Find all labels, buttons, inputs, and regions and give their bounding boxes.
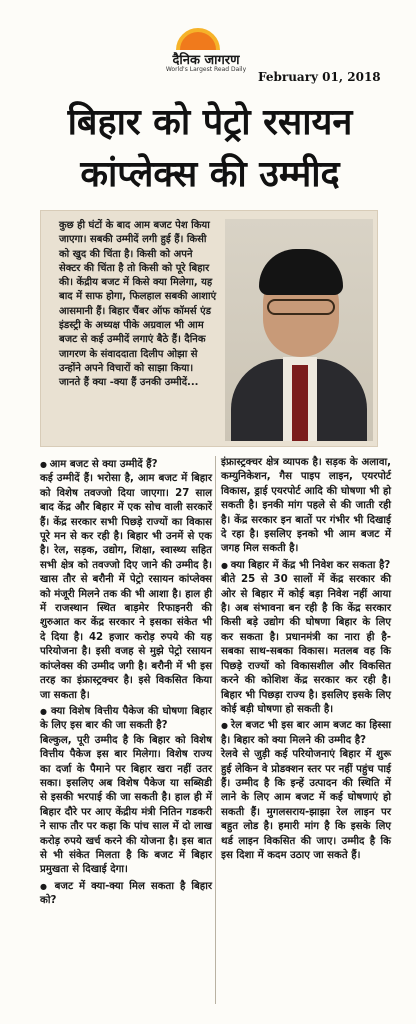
answer-paragraph: बिल्कुल, पूरी उम्मीद है कि बिहार को विशेष वित्तीय पैकेज इस बार मिलेगा। विशेष राज्य का दर्जा के पैमाने पर बिहार खरा नहीं उतर सका। इसलिए अब विशेष पैकेज या सब्सिडी से इसकी भरपाई की जा सकती है। हाल ही में बिहार दौरे पर आए केंद्रीय मंत्री नितिन गडकरी ने साफ तौर पर कहा कि पांच साल में दो लाख करोड़ रुपये खर्च करने की योजना है। इस बात से भी संकेत मिलता है कि बजट में बिहार प्रमुखता से दिखाई देगा। <box>40 734 212 876</box>
answer-paragraph: बीते 25 से 30 सालों में केंद्र सरकार की ओर से बिहार में कोई बड़ा निवेश नहीं आया है। अब संभावना बन रही है कि केंद्र सरकार किसी बड़े उद्योग की घोषणा बिहार के लिए कर सकता है। प्रधानमंत्री का नारा ही है-सबका साथ-सबका विकास। मतलब वह कि पिछड़े राज्यों को विकासशील और विकसित करने की कोशिश केंद्र सरकार कर रही है। बिहार भी पिछड़ा राज्य है। इसलिए इसके लिए कोई बड़ी घोषणा हो सकती है। <box>221 574 391 715</box>
right-column <box>221 456 391 863</box>
hair-shape <box>259 249 343 295</box>
masthead <box>0 0 416 92</box>
glasses-shape <box>267 299 335 315</box>
headline-line-2: कांप्लेक्स की उम्मीद <box>80 154 340 195</box>
question: ● क्या बिहार में केंद्र भी निवेश कर सकता है? <box>221 559 391 573</box>
question: ● रेल बजट भी इस बार आम बजट का हिस्सा है। बिहार को क्या मिलने की उम्मीद है? <box>221 719 391 748</box>
portrait-photo <box>225 219 373 441</box>
answer-paragraph: रेलवे से जुड़ी कई परियोजनाएं बिहार में शुरू हुई लेकिन वे प्रोडक्शन स्तर पर नहीं पहुंच पाई हैं। उम्मीद है कि इन्हें उत्पादन की स्थिति में लाने के लिए आम बजट में कई घोषणाएं हो सकती हैं। मुगलसराय-झाझा रेल लाइन पर बहुत लोड है। हमारी मांग है कि इसके लिए थर्ड लाइन विकसित की जाए। उम्मीद है कि इस दिशा में कदम उठाए जा सकते हैं। <box>221 749 391 861</box>
question: ● बजट में क्या-क्या मिल सकता है बिहार को? <box>40 880 212 909</box>
publication-date: February 01, 2018 <box>258 70 381 84</box>
column-divider <box>215 456 216 1004</box>
newspaper-name: दैनिक जागरण <box>172 53 240 68</box>
intro-text: कुछ ही घंटों के बाद आम बजट पेश किया जाएगा। सबकी उम्मीदें लगी हुई हैं। किसी को खुद की चिंता है। किसी को अपने सेक्टर की चिंता है तो किसी को पूरे बिहार की। केंद्रीय बजट में किसे क्या मिलेगा, यह बाद में साफ होगा, फिलहाल सबकी आशाएं आसमानी हैं। बिहार चैंबर ऑफ कॉमर्स एंड इंडस्ट्री के अध्यक्ष पीके अग्रवाल भी आम बजट से कई उम्मीदें लगाएं बैठे हैं। दैनिक जागरण के संवाददाता दिलीप ओझा से उन्होंने अपने विचारों को साझा किया। जानते हैं क्या -क्या हैं उनकी उम्मीदें... <box>59 220 217 389</box>
answer-paragraph: कई उम्मीदें हैं। भरोसा है, आम बजट में बिहार को विशेष तवज्जो दिया जाएगा। 27 साल बाद केंद्र और बिहार में एक सोच वाली सरकारें हैं। केंद्र सरकार सभी पिछड़े राज्यों का विकास पूरे मन से कर रही है। बिहार भी उनमें से एक है। रेल, सड़क, उद्योग, शिक्षा, स्वास्थ्य सहित सभी क्षेत्र को तवज्जो दिए जाने की उम्मीद है। खास तौर से बरौनी में पेट्रो रसायन कांप्लेक्स को मंजूरी मिलने तक की भी आशा है। हाल ही में राजस्थान स्थित बाड़मेर रिफाइनरी की शुरुआत कर केंद्र सरकार ने इसका संकेत भी दे दिया है। 42 हजार करोड़ रुपये की यह परियोजना है। इसी वजह से मुझे पेट्रो रसायन कांप्लेक्स की उम्मीद जगी है। बरौनी में भी इस तरह का इंफ्रास्ट्रक्चर है। इसे विकसित किया जा सकता है। <box>40 473 212 701</box>
intro-box <box>40 210 378 447</box>
question: ● क्या विशेष वित्तीय पैकेज की घोषणा बिहार के लिए इस बार की जा सकती है? <box>40 705 212 734</box>
article-headline <box>30 97 390 201</box>
answer-paragraph: इंफ्रास्ट्रक्चर क्षेत्र व्यापक है। सड़क के अलावा, कम्युनिकेशन, गैस पाइप लाइन, एयरपोर्ट विकास, ड्राई एयरपोर्ट आदि की घोषणा भी हो सकती है। इनकी मांग पहले से की जाती रही है। केंद्र सरकार इन बातों पर गंभीर भी दिखाई दे रहा है। इसलिए इनको भी आम बजट में जगह मिल सकती है। <box>221 457 391 555</box>
tie-shape <box>292 365 308 441</box>
question: ● आम बजट से क्या उम्मीदें हैं? <box>40 458 212 472</box>
headline-line-1: बिहार को पेट्रो रसायन <box>67 102 353 143</box>
left-column <box>40 456 212 909</box>
newspaper-logo <box>150 28 262 72</box>
newspaper-tagline: World's Largest Read Daily <box>165 66 247 73</box>
rising-sun-icon <box>176 28 220 50</box>
